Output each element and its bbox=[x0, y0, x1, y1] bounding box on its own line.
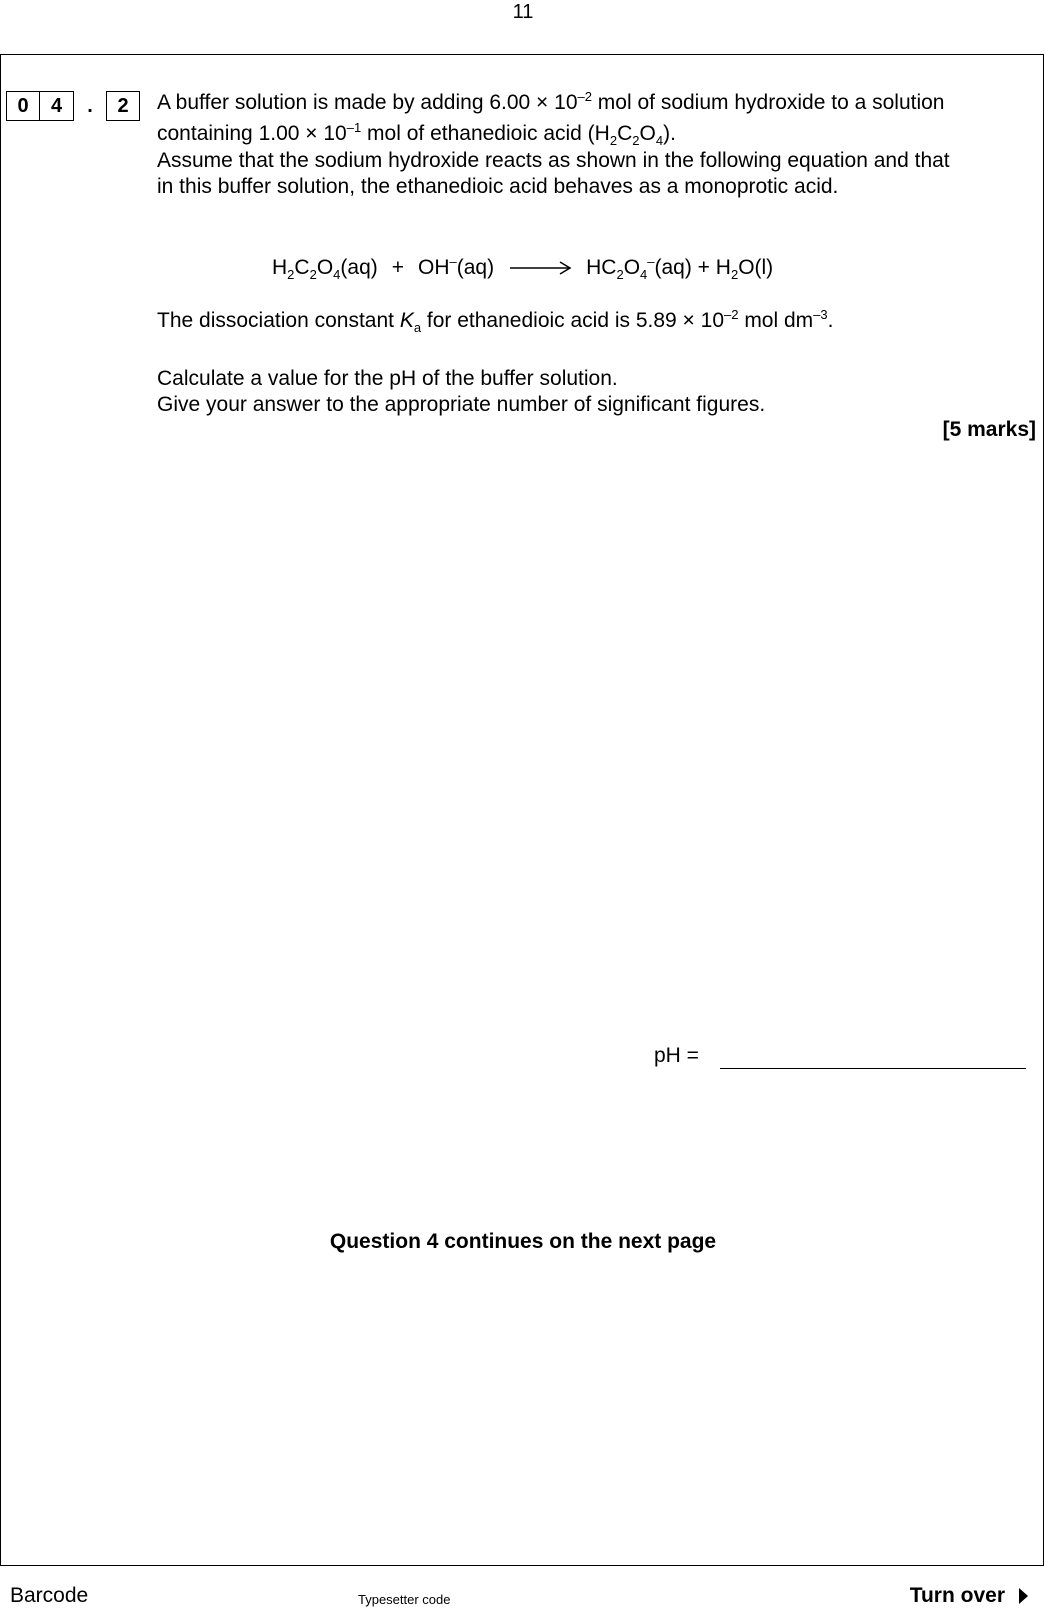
arrow-icon bbox=[510, 261, 572, 275]
question-separator: . bbox=[87, 94, 93, 117]
continues-note: Question 4 continues on the next page bbox=[329, 1230, 717, 1253]
page-frame bbox=[0, 54, 1044, 1566]
chemical-equation bbox=[272, 254, 774, 283]
question-digit-1: 0 bbox=[6, 91, 40, 121]
turn-over-label: Turn over bbox=[910, 1584, 1028, 1608]
intro-line-2: containing $1.00 \times 10^{-1}$ mol of ethanedioic acid $(H_2C_2O_4)$. bbox=[157, 120, 676, 149]
instruction-line-2: Give your answer to the appropriate number of significant figures. bbox=[157, 393, 766, 416]
marks-label: [5 marks] bbox=[942, 418, 1036, 441]
intro-line-4: in this buffer solution, the ethanedioic acid behaves as a monoprotic acid. bbox=[157, 175, 839, 198]
reactant-hydroxide: OH–(aq) bbox=[418, 254, 495, 279]
question-digit-2: 4 bbox=[40, 91, 74, 121]
ph-answer-line[interactable] bbox=[720, 1068, 1026, 1069]
question-part: 2 bbox=[106, 91, 140, 121]
instruction-line-1: Calculate a value for the pH of the buffer solution. bbox=[157, 367, 618, 390]
products: $HC_2O_4^-(aq) + H_2O(l)$ bbox=[586, 254, 774, 283]
footer-typesetter-code: Typesetter code bbox=[358, 1592, 451, 1607]
equation-plus: + bbox=[391, 256, 405, 279]
footer-barcode: Barcode bbox=[10, 1584, 89, 1607]
ph-answer-label: pH = bbox=[654, 1044, 699, 1067]
ka-sentence: The dissociation constant $K_a$ for ethanedioic acid is $5.89 \times 10^{-2}$ mol $dm^{-3}$. bbox=[157, 307, 834, 336]
intro-line-1: A buffer solution is made by adding $6.00 \times 10^{-2}$ mol of sodium hydroxide to a solution bbox=[157, 89, 945, 114]
triangle-right-icon bbox=[1019, 1588, 1028, 1604]
intro-line-3: Assume that the sodium hydroxide reacts as shown in the following equation and that bbox=[157, 149, 950, 172]
page-number: 11 bbox=[512, 1, 534, 23]
question-number bbox=[6, 91, 140, 121]
reactant-acid: $H_2C_2O_4(aq)$ bbox=[272, 256, 378, 283]
